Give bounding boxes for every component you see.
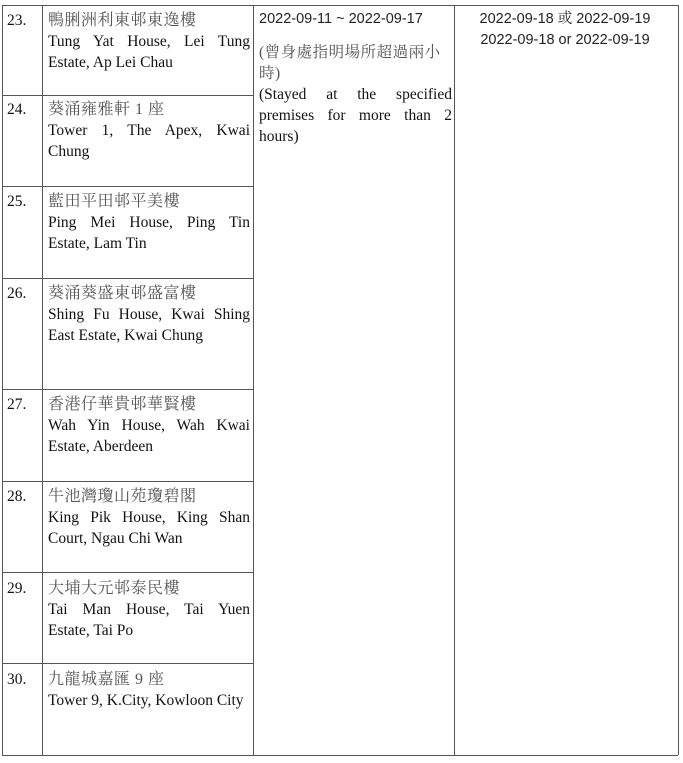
address-english: Tower 1, The Apex, Kwai Chung <box>48 122 250 160</box>
row-number: 28. <box>7 488 27 505</box>
table-border-bottom <box>2 755 678 756</box>
address-english: Ping Mei House, Ping Tin Estate, Lam Tin <box>48 214 250 252</box>
row-divider <box>2 481 253 482</box>
row-number: 29. <box>7 580 27 597</box>
period-note-chinese: (曾身處指明場所超過兩小時) <box>259 44 441 82</box>
address-english: Tower 9, K.City, Kowloon City <box>48 692 244 709</box>
table-border-right <box>678 5 679 755</box>
premises-address <box>48 669 250 711</box>
address-chinese: 葵涌葵盛東邨盛富樓 <box>48 285 197 302</box>
row-divider <box>2 278 253 279</box>
address-chinese: 九龍城嘉匯 9 座 <box>48 671 165 688</box>
row-number: 26. <box>7 285 27 302</box>
premises-address <box>48 191 250 254</box>
table-border-left <box>2 5 3 755</box>
table-border-top <box>2 5 678 6</box>
address-english: King Pik House, King Shan Court, Ngau Chi Wan <box>48 509 250 547</box>
row-number: 30. <box>7 671 27 688</box>
row-number: 24. <box>7 101 27 118</box>
premises-address <box>48 486 250 549</box>
row-number: 25. <box>7 193 27 210</box>
address-chinese: 牛池灣瓊山苑瓊碧閣 <box>48 488 197 505</box>
column-divider <box>42 5 43 755</box>
premises-address <box>48 578 250 641</box>
period-note-english: (Stayed at the specified premises for more than 2 hours) <box>259 86 452 145</box>
row-divider <box>2 389 253 390</box>
address-english: Tung Yat House, Lei Tung Estate, Ap Lei Chau <box>48 33 250 71</box>
address-chinese: 藍田平田邨平美樓 <box>48 193 181 210</box>
row-divider <box>2 186 253 187</box>
address-chinese: 香港仔華貴邨華賢樓 <box>48 396 197 413</box>
row-number: 27. <box>7 396 27 413</box>
premises-address <box>48 99 250 162</box>
column-divider <box>253 5 254 755</box>
row-number: 23. <box>7 12 27 29</box>
address-chinese: 鴨脷洲利東邨東逸樓 <box>48 12 197 29</box>
address-english: Wah Yin House, Wah Kwai Estate, Aberdeen <box>48 417 250 455</box>
test-dates <box>460 9 670 51</box>
column-divider <box>454 5 455 755</box>
exposure-period <box>259 9 452 147</box>
premises-address <box>48 394 250 457</box>
premises-address <box>48 10 250 73</box>
address-english: Shing Fu House, Kwai Shing East Estate, Kwai Chung <box>48 306 250 344</box>
period-dates: 2022-09-11 ~ 2022-09-17 <box>259 11 423 27</box>
test-date-chinese: 2022-09-18 或 2022-09-19 <box>479 11 651 27</box>
row-divider <box>2 663 253 664</box>
address-chinese: 大埔大元邨泰民樓 <box>48 580 181 597</box>
premises-address <box>48 283 250 346</box>
address-english: Tai Man House, Tai Yuen Estate, Tai Po <box>48 601 250 639</box>
test-date-english: 2022-09-18 or 2022-09-19 <box>480 32 650 48</box>
row-divider <box>2 95 253 96</box>
address-chinese: 葵涌雍雅軒 1 座 <box>48 101 165 118</box>
row-divider <box>2 572 253 573</box>
